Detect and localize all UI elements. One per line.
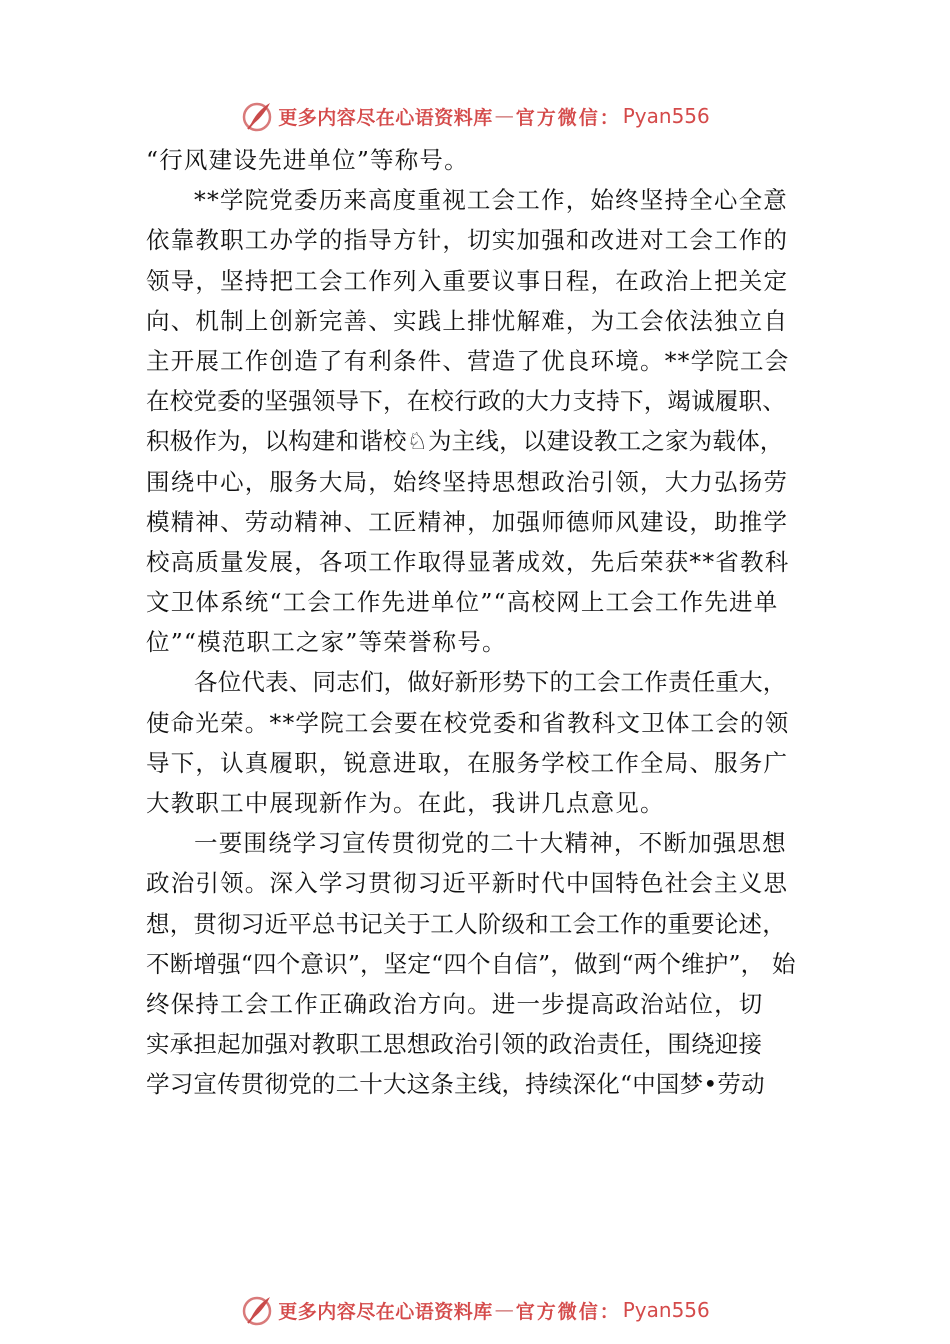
text-line: 终保持工会工作正确政治方向。进一步提高政治站位，切 bbox=[146, 989, 764, 1018]
text-line: 各位代表、同志们，做好新形势下的工会工作责任重大， bbox=[194, 668, 787, 697]
watermark-separator: — bbox=[494, 105, 514, 127]
text-line: 导下，认真履职，锐意进取，在服务学校工作全局、服务广 bbox=[146, 748, 789, 777]
text-line: 围绕中心，服务大局，始终坚持思想政治引领，大力弘扬劳 bbox=[146, 467, 789, 496]
watermark-main-text: 更多内容尽在心语资料库 bbox=[278, 1300, 493, 1323]
text-line: 不断增强“四个意识”，坚定“四个自信”，做到“两个维护”， 始 bbox=[146, 949, 796, 978]
text-line: 大教职工中展现新作为。在此，我讲几点意见。 bbox=[146, 789, 665, 817]
watermark-wechat-id: Pyan556 bbox=[622, 104, 710, 128]
text-line: 在校党委的坚强领导下，在校行政的大力支持下，竭诚履职、 bbox=[146, 387, 786, 416]
text-line: 政治引领。深入学习贯彻习近平新时代中国特色社会主义思 bbox=[146, 869, 789, 898]
text-line: 文卫体系统“工会工作先进单位”“高校网上工会工作先进单 bbox=[146, 588, 779, 617]
text-line: 学习宣传贯彻党的二十大这条主线，持续深化“中国梦•劳动 bbox=[146, 1070, 765, 1099]
text-line: 依靠教职工办学的指导方针，切实加强和改进对工会工作的 bbox=[146, 226, 789, 255]
text-line: **学院党委历来高度重视工会工作，始终坚持全心全意 bbox=[194, 186, 788, 215]
text-line: 向、机制上创新完善、实践上排忧解难，为工会依法独立自 bbox=[146, 306, 789, 335]
text-line: 位”“模范职工之家”等荣誉称号。 bbox=[146, 628, 507, 657]
feather-pen-logo-icon bbox=[240, 99, 274, 133]
text-line: 领导，坚持把工会工作列入重要议事日程，在政治上把关定 bbox=[146, 266, 789, 295]
header-watermark bbox=[0, 96, 950, 136]
document-body bbox=[146, 140, 811, 1105]
text-line: 想，贯彻习近平总书记关于工人阶级和工会工作的重要论述， bbox=[146, 909, 786, 938]
watermark-wechat-label: 官方微信： bbox=[515, 106, 621, 129]
text-line: 一要围绕学习宣传贯彻党的二十大精神，不断加强思想 bbox=[194, 829, 787, 858]
watermark-separator: — bbox=[494, 1299, 514, 1321]
text-line: “行风建设先进单位”等称号。 bbox=[146, 146, 469, 174]
watermark-main-text: 更多内容尽在心语资料库 bbox=[278, 106, 493, 129]
text-line: 积极作为，以构建和谐校♘为主线，以建设教工之家为载体， bbox=[146, 427, 784, 456]
text-line: 使命光荣。**学院工会要在校党委和省教科文卫体工会的领 bbox=[146, 708, 790, 737]
watermark-wechat-id: Pyan556 bbox=[622, 1298, 710, 1322]
text-line: 校高质量发展，各项工作取得显著成效，先后荣获**省教科 bbox=[146, 547, 790, 576]
watermark-wechat-label: 官方微信： bbox=[515, 1300, 621, 1323]
footer-watermark bbox=[0, 1290, 950, 1330]
text-line: 主开展工作创造了有利条件、营造了优良环境。**学院工会 bbox=[146, 346, 790, 375]
feather-pen-logo-icon bbox=[240, 1293, 274, 1327]
text-line: 模精神、劳动精神、工匠精神，加强师德师风建设，助推学 bbox=[146, 507, 789, 536]
text-line: 实承担起加强对教职工思想政治引领的政治责任，围绕迎接 bbox=[146, 1030, 763, 1059]
